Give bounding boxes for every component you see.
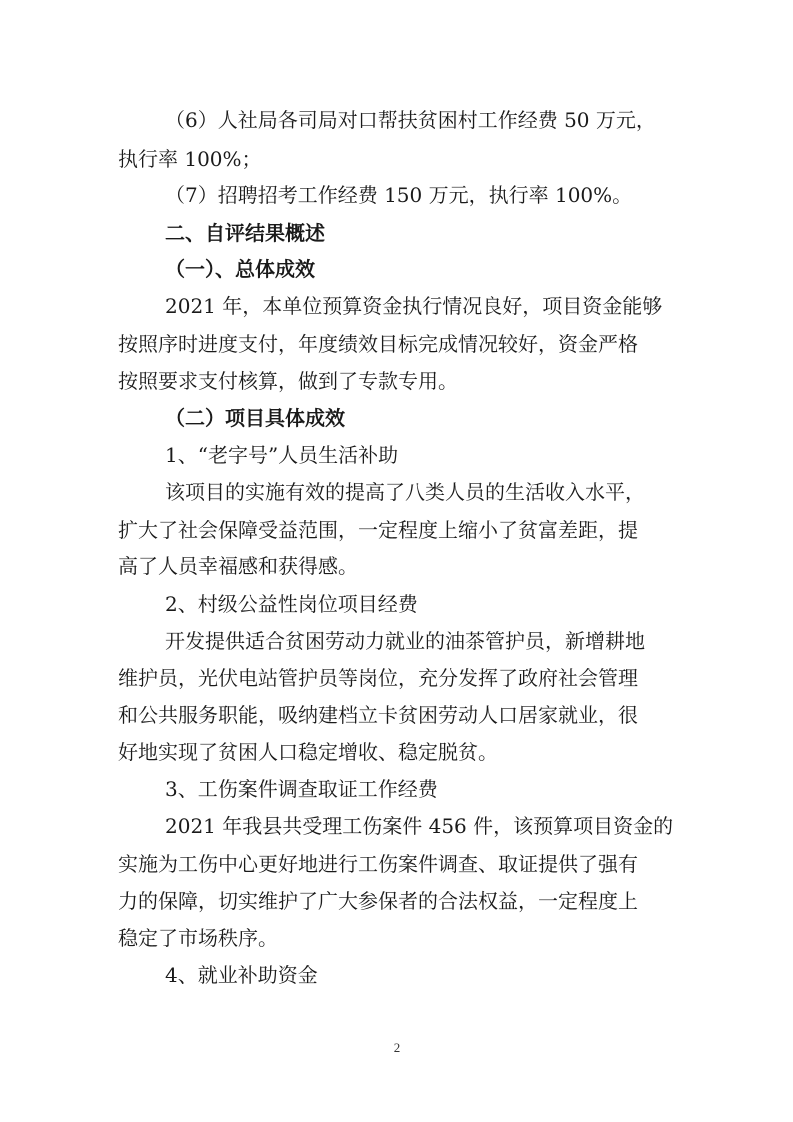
item-heading: 3、工伤案件调查取证工作经费 (165, 777, 438, 801)
text-line: （7）招聘招考工作经费 150 万元，执行率 100%。 (165, 183, 633, 207)
item-heading: 2、村级公益性岗位项目经费 (165, 592, 418, 616)
subsection-heading: （一）、总体成效 (165, 257, 315, 281)
item-heading: 4、就业补助资金 (165, 963, 318, 987)
text-line: 稳定了市场秩序。 (118, 926, 278, 950)
text-line: 实施为工伤中心更好地进行工伤案件调查、取证提供了强有 (118, 852, 638, 876)
section-heading: 二、自评结果概述 (165, 221, 325, 245)
page-number: 2 (393, 1040, 401, 1055)
text-line: 该项目的实施有效的提高了八类人员的生活收入水平， (165, 480, 645, 504)
text-line: 开发提供适合贫困劳动力就业的油茶管护员，新增耕地 (165, 629, 645, 653)
subsection-heading: （二）项目具体成效 (165, 406, 345, 430)
text-line: （6）人社局各司局对口帮扶贫困村工作经费 50 万元， (165, 108, 656, 132)
text-line: 好地实现了贫困人口稳定增收、稳定脱贫。 (118, 740, 498, 764)
text-line: 扩大了社会保障受益范围，一定程度上缩小了贫富差距，提 (118, 518, 638, 542)
item-heading: 1、“老字号”人员生活补助 (165, 443, 399, 467)
text-line: 维护员，光伏电站管护员等岗位，充分发挥了政府社会管理 (118, 666, 638, 690)
text-line: 2021 年我县共受理工伤案件 456 件，该预算项目资金的 (165, 814, 674, 838)
text-line: 高了人员幸福感和获得感。 (118, 554, 358, 578)
text-line: 按照序时进度支付，年度绩效目标完成情况较好，资金严格 (118, 332, 638, 356)
text-line: 力的保障，切实维护了广大参保者的合法权益，一定程度上 (118, 889, 638, 913)
text-line: 2021 年，本单位预算资金执行情况良好，项目资金能够 (165, 294, 663, 318)
text-line: 按照要求支付核算，做到了专款专用。 (118, 369, 458, 393)
text-line: 和公共服务职能，吸纳建档立卡贫困劳动人口居家就业，很 (118, 703, 638, 727)
text-line: 执行率 100%； (118, 147, 262, 171)
